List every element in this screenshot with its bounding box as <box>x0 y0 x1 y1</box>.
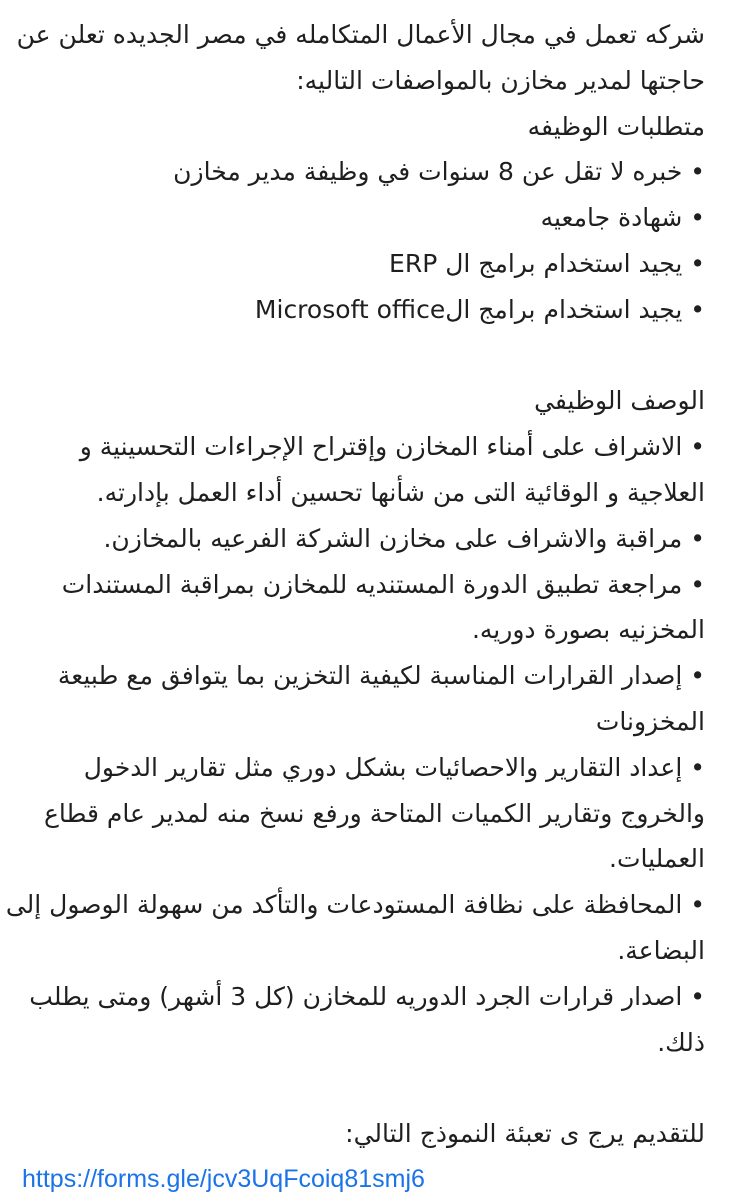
spacer <box>20 333 705 379</box>
requirements-heading: متطلبات الوظيفه <box>527 111 705 141</box>
description-line: المخزونات <box>595 706 705 736</box>
description-line: البضاعة. <box>617 935 705 965</box>
apply-form-link[interactable]: https://forms.gle/jcv3UqFcoiq81smj6 <box>22 1164 425 1193</box>
intro-line-2: حاجتها لمدير مخازن بالمواصفات التاليه: <box>296 65 705 95</box>
description-line: • المحافظة على نظافة المستودعات والتأكد من سهولة الوصول إلى <box>5 890 705 920</box>
apply-text: للتقديم يرج ى تعبئة النموذج التالي: <box>345 1119 705 1149</box>
description-line: المخزنيه بصورة دوريه. <box>471 615 705 645</box>
requirement-item: • خبره لا تقل عن 8 سنوات في وظيفة مدير مخازن <box>173 157 705 187</box>
description-line: العلاجية و الوقائية التى من شأنها تحسين أداء العمل بإدارته. <box>96 477 705 507</box>
description-line: العمليات. <box>609 844 705 874</box>
description-heading: الوصف الوظيفي <box>534 386 705 416</box>
intro-line-1: شركه تعمل في مجال الأعمال المتكامله في مصر الجديده تعلن عن <box>16 20 705 49</box>
requirement-item: • يجيد استخدام برامج الMicrosoft office <box>254 294 705 324</box>
description-line: • مراجعة تطبيق الدورة المستنديه للمخازن بمراقبة المستندات <box>61 569 705 599</box>
apply-link-row <box>20 1157 705 1203</box>
spacer <box>20 1065 705 1111</box>
description-line: • إعداد التقارير والاحصائيات بشكل دوري مثل تقارير الدخول <box>83 752 705 782</box>
description-line: • الاشراف على أمناء المخازن وإقتراح الإجراءات التحسينية و <box>79 432 705 462</box>
requirement-item: • يجيد استخدام برامج ال ERP <box>389 248 705 278</box>
description-line: والخروج وتقارير الكميات المتاحة ورفع نسخ منه لمدير عام قطاع <box>43 798 705 828</box>
description-line: • إصدار القرارات المناسبة لكيفية التخزين بما يتوافق مع طبيعة <box>57 661 705 691</box>
description-line: • اصدار قرارات الجرد الدوريه للمخازن (كل 3 أشهر) ومتى يطلب <box>29 981 705 1011</box>
description-line: • مراقبة والاشراف على مخازن الشركة الفرعيه بالمخازن. <box>103 523 705 553</box>
description-line: ذلك. <box>657 1027 705 1057</box>
requirement-item: • شهادة جامعيه <box>540 203 705 233</box>
